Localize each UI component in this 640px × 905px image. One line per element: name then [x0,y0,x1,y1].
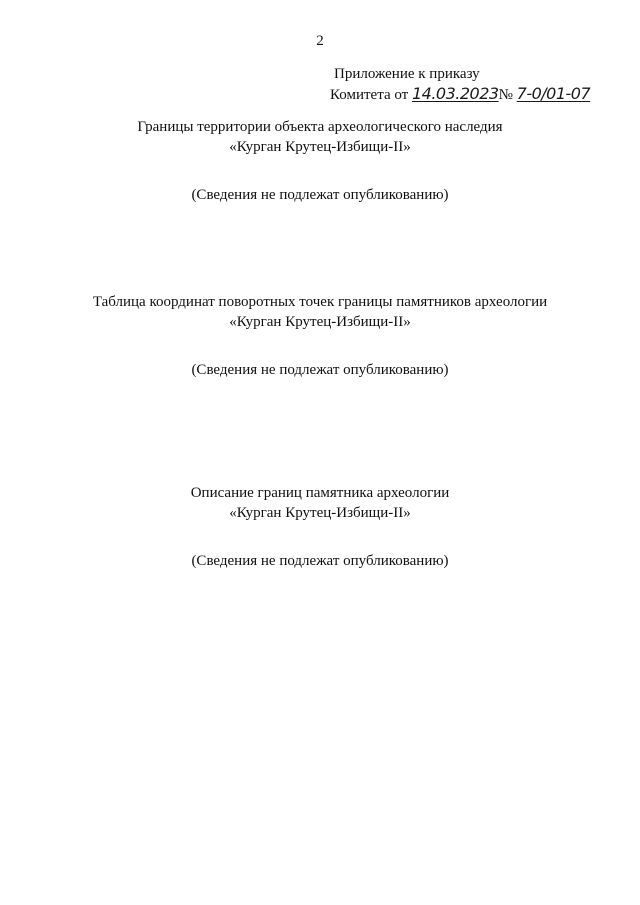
section-boundaries-title [0,117,640,157]
section-title-line: Границы территории объекта археологического наследия [137,119,503,135]
appendix-header [330,64,590,105]
handwritten-date: 14.03.2023 [411,84,499,103]
section-title-line: Описание границ памятника археологии [190,485,450,501]
handwritten-order-number: 7-0/01-07 [516,84,591,103]
section-description-title [0,483,640,523]
section-object-name: «Курган Крутец-Избищи-II» [229,314,411,330]
section-description-note: (Сведения не подлежат опубликованию) [191,553,449,569]
appendix-title: Приложение к приказу [334,66,480,82]
section-coordinates-note: (Сведения не подлежат опубликованию) [191,362,449,378]
appendix-order-line [330,84,590,105]
section-object-name: «Курган Крутец-Избищи-II» [229,139,411,155]
section-object-name: «Курган Крутец-Избищи-II» [229,505,411,521]
number-sign: № [498,87,513,103]
section-boundaries-note: (Сведения не подлежат опубликованию) [191,187,449,203]
page-number: 2 [316,33,324,49]
section-title-line: Таблица координат поворотных точек границы памятников археологии [92,294,548,310]
section-coordinates-title [0,292,640,332]
committee-label: Комитета от [330,87,409,103]
